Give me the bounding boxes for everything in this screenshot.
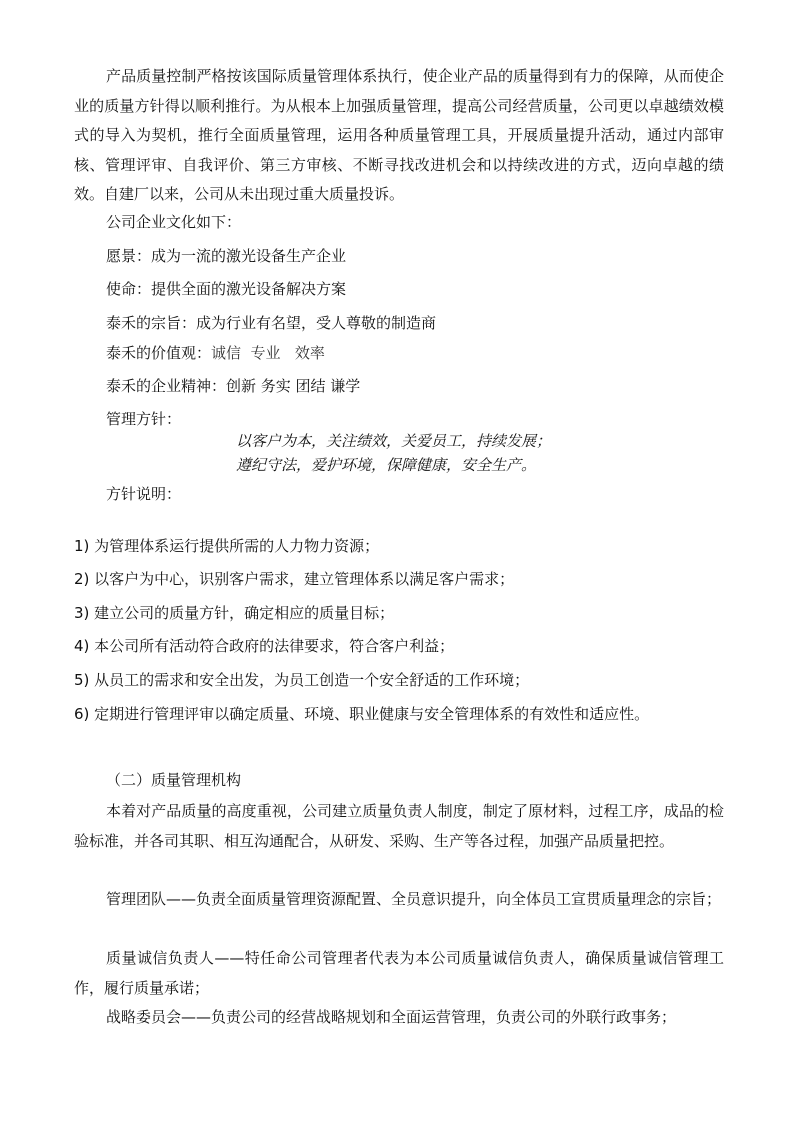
culture-values-value: 诚信 专业 效率 — [211, 344, 325, 362]
policy-line-1: 以客户为本，关注绩效，关爱员工，持续发展； — [236, 432, 552, 450]
policy-label: 管理方针： — [106, 410, 182, 428]
section-heading: （二）质量管理机构 — [106, 771, 242, 789]
policy-line-2: 遵纪守法，爱护环境，保障健康，安全生产。 — [236, 456, 537, 474]
policy-item: 4) 本公司所有活动符合政府的法律要求，符合客户利益； — [74, 637, 455, 655]
policy-item: 1) 为管理体系运行提供所需的人力物力资源； — [74, 537, 380, 555]
committee-paragraph: 战略委员会——负责公司的经营战略规划和全面运营管理，负责公司的外联行政事务； — [106, 1008, 677, 1026]
policy-item: 3) 建立公司的质量方针，确定相应的质量目标； — [74, 604, 395, 622]
policy-item: 5) 从员工的需求和安全出发，为员工创造一个安全舒适的工作环境； — [74, 671, 530, 689]
culture-values — [106, 343, 325, 363]
culture-values-label: 泰禾的价值观： — [106, 344, 212, 362]
culture-vision: 愿景：成为一流的激光设备生产企业 — [106, 247, 347, 265]
team-paragraph: 管理团队——负责全面质量管理资源配置、全员意识提升，向全体员工宣贯质量理念的宗旨； — [106, 890, 722, 908]
intro-paragraph: 产品质量控制严格按该国际质量管理体系执行，使企业产品的质量得到有力的保障，从而使企业的质量方针得以顺利推行。为从根本上加强质量管理，提高公司经营质量，公司更以卓越绩效模式的导入为契机，推行全面质量管理，运用各种质量管理工具，开展质量提升活动，通过内部审核、管理评审、自我评价、第三方审核、不断寻找改进机会和以持续改进的方式，迈向卓越的绩效。自建厂以来，公司从未出现过重大质量投诉。 — [74, 67, 724, 203]
culture-heading: 公司企业文化如下： — [106, 213, 242, 231]
culture-spirit: 泰禾的企业精神：创新 务实 团结 谦学 — [106, 377, 361, 395]
policy-item: 6) 定期进行管理评审以确定质量、环境、职业健康与安全管理体系的有效性和适应性。 — [74, 705, 650, 723]
culture-tenet: 泰禾的宗旨：成为行业有名望，受人尊敬的制造商 — [106, 314, 437, 332]
section-paragraph: 本着对产品质量的高度重视，公司建立质量负责人制度，制定了原材料，过程工序，成品的检验标准，并各司其职、相互沟通配合，从研发、采购、生产等各过程，加强产品质量把控。 — [74, 802, 724, 850]
culture-mission: 使命：提供全面的激光设备解决方案 — [106, 280, 347, 298]
policy-item: 2) 以客户为中心，识别客户需求，建立管理体系以满足客户需求； — [74, 570, 515, 588]
policy-note: 方针说明： — [106, 485, 182, 503]
integrity-paragraph: 质量诚信负责人——特任命公司管理者代表为本公司质量诚信负责人，确保质量诚信管理工作，履行质量承诺； — [74, 949, 724, 997]
